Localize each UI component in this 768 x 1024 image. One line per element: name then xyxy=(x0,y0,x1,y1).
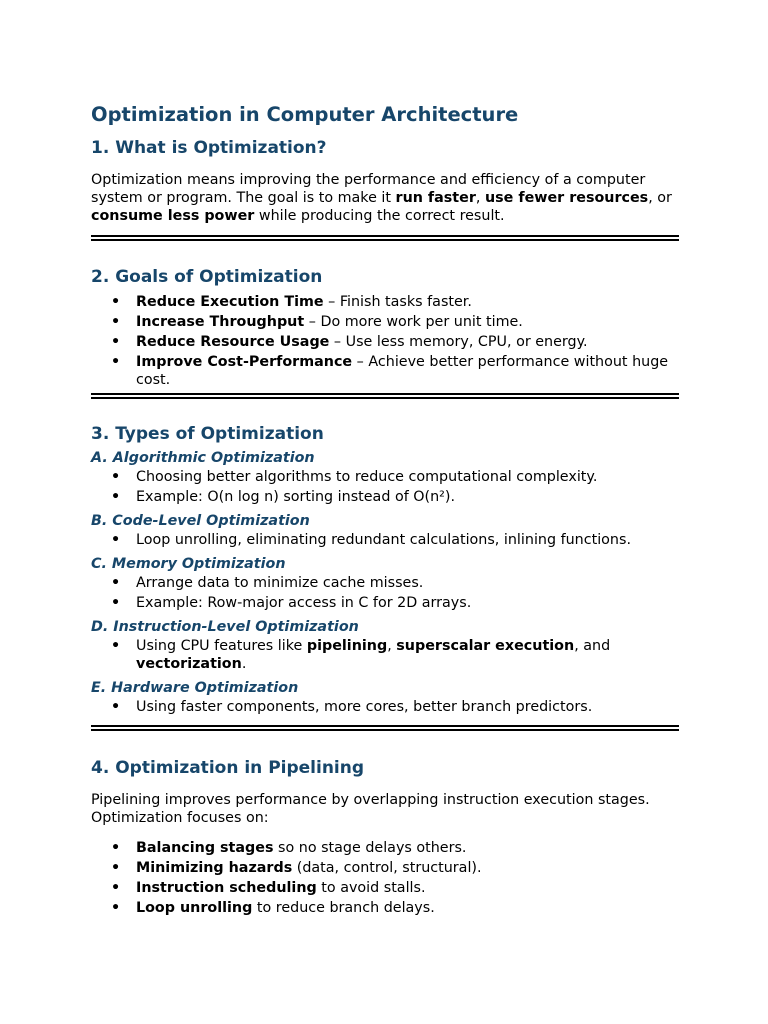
subsection-heading-hardware: E. Hardware Optimization xyxy=(91,680,299,696)
list-item xyxy=(91,313,679,331)
item-bold: Balancing stages xyxy=(136,840,274,856)
subsection-heading-code-level: B. Code-Level Optimization xyxy=(91,513,310,529)
hardware-list xyxy=(91,698,679,716)
list-item xyxy=(91,899,679,917)
section-heading: 4. Optimization in Pipelining xyxy=(91,758,365,778)
item-text: , and xyxy=(574,638,611,654)
item-text: to avoid stalls. xyxy=(316,880,426,896)
item-bold: Minimizing hazards xyxy=(136,860,293,876)
section-heading: 2. Goals of Optimization xyxy=(91,267,323,287)
item-bold: Loop unrolling xyxy=(136,900,253,916)
item-bold: Improve Cost-Performance xyxy=(136,354,353,370)
algorithmic-list xyxy=(91,468,679,506)
item-text: Using CPU features like xyxy=(136,638,307,654)
list-item xyxy=(91,879,679,897)
list-item xyxy=(91,839,679,857)
paragraph-text: while producing the correct result. xyxy=(254,208,505,224)
item-bold: Reduce Resource Usage xyxy=(136,334,330,350)
item-text: (data, control, structural). xyxy=(292,860,482,876)
paragraph-text: , xyxy=(475,190,485,206)
section-goals xyxy=(91,265,679,389)
list-item xyxy=(91,353,679,389)
code-level-list xyxy=(91,531,679,549)
list-item: • Example: O(n log n) sorting instead of O(n²). xyxy=(91,488,679,506)
item-text: to reduce branch delays. xyxy=(252,900,435,916)
item-bold: Reduce Execution Time xyxy=(136,294,324,310)
list-item: • Example: Row-major access in C for 2D arrays. xyxy=(91,594,679,612)
item-text: – Use less memory, CPU, or energy. xyxy=(329,334,588,350)
section-what-is-optimization xyxy=(91,136,679,225)
list-item xyxy=(91,333,679,351)
item-text: – Finish tasks faster. xyxy=(323,294,472,310)
section-divider xyxy=(91,393,679,399)
bold-pipelining: pipelining xyxy=(306,638,388,654)
section-heading: 3. Types of Optimization xyxy=(91,424,324,444)
list-item: • Using faster components, more cores, better branch predictors. xyxy=(91,698,679,716)
list-item: • Loop unrolling, eliminating redundant calculations, inlining functions. xyxy=(91,531,679,549)
paragraph-text: Optimization means improving the performance and efficiency of a computer system or program. The goal is to make it xyxy=(91,172,646,206)
list-item xyxy=(91,859,679,877)
section-pipelining xyxy=(91,756,679,917)
list-item: • Arrange data to minimize cache misses. xyxy=(91,574,679,592)
bold-run-faster: run faster xyxy=(395,190,476,206)
bold-consume-less-power: consume less power xyxy=(91,208,255,224)
section-types xyxy=(91,422,679,716)
section-paragraph: Pipelining improves performance by overlapping instruction execution stages. Optimization focuses on: xyxy=(91,792,650,826)
bold-use-fewer-resources: use fewer resources xyxy=(484,190,649,206)
paragraph-text: , or xyxy=(648,190,672,206)
subsection-heading-algorithmic: A. Algorithmic Optimization xyxy=(91,450,315,466)
item-text: – Achieve better performance without huge cost. xyxy=(136,354,669,388)
pipelining-list xyxy=(91,839,679,917)
bold-superscalar-execution: superscalar execution xyxy=(396,638,575,654)
list-item xyxy=(91,293,679,311)
bold-vectorization: vectorization xyxy=(136,656,242,672)
item-text: , xyxy=(387,638,397,654)
section-divider xyxy=(91,235,679,241)
document-title: Optimization in Computer Architecture xyxy=(91,103,519,126)
section-divider xyxy=(91,725,679,731)
subsection-heading-instruction-level: D. Instruction-Level Optimization xyxy=(91,619,359,635)
section-paragraph xyxy=(91,171,679,225)
item-bold: Instruction scheduling xyxy=(136,880,317,896)
list-item xyxy=(91,637,679,673)
item-bold: Increase Throughput xyxy=(136,314,305,330)
instruction-level-list xyxy=(91,637,679,673)
memory-list xyxy=(91,574,679,612)
item-text: – Do more work per unit time. xyxy=(304,314,523,330)
item-text: so no stage delays others. xyxy=(273,840,467,856)
subsection-heading-memory: C. Memory Optimization xyxy=(91,556,286,572)
list-item: • Choosing better algorithms to reduce computational complexity. xyxy=(91,468,679,486)
section-heading: 1. What is Optimization? xyxy=(91,138,327,158)
item-text: . xyxy=(241,656,247,672)
goals-list xyxy=(91,293,679,389)
